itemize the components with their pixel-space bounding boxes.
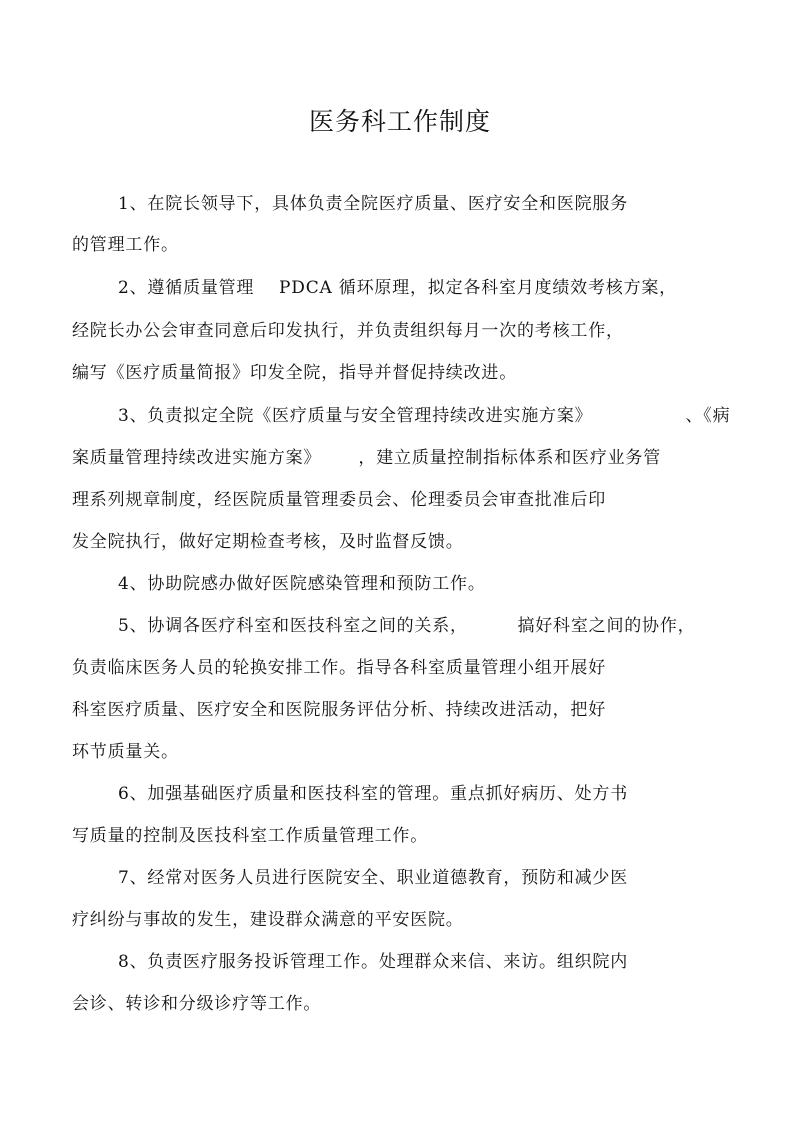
paragraph-3-line-2: 案质量管理持续改进实施方案》 ，建立质量控制指标体系和医疗业务管 [72, 448, 662, 468]
paragraph-2-line-3: 编写《医疗质量简报》印发全院，指导并督促持续改进。 [72, 363, 517, 383]
paragraph-4-line-1: 4、协助院感办做好医院感染管理和预防工作。 [118, 574, 486, 594]
paragraph-7-line-1: 7、经常对医务人员进行医院安全、职业道德教育，预防和减少医 [118, 868, 629, 888]
paragraph-6-line-1: 6、加强基础医疗质量和医技科室的管理。重点抓好病历、处方书 [118, 784, 629, 804]
paragraph-5-line-1: 5、协调各医疗科室和医技科室之间的关系， 搞好科室之间的协作， [118, 616, 696, 636]
paragraph-3-line-4: 发全院执行，做好定期检查考核，及时监督反馈。 [72, 532, 464, 552]
paragraph-5-line-2: 负责临床医务人员的轮换安排工作。指导各科室质量管理小组开展好 [72, 658, 606, 678]
paragraph-6-line-2: 写质量的控制及医技科室工作质量管理工作。 [72, 826, 428, 846]
paragraph-3-line-3: 理系列规章制度，经医院质量管理委员会、伦理委员会审查批准后印 [72, 490, 606, 510]
paragraph-5-line-3: 科室医疗质量、医疗安全和医院服务评估分析、持续改进活动，把好 [72, 700, 606, 720]
paragraph-5-line-4: 环节质量关。 [72, 742, 179, 762]
paragraph-1-line-1: 1、在院长领导下，具体负责全院医疗质量、医疗安全和医院服务 [118, 194, 629, 214]
paragraph-8-line-1: 8、负责医疗服务投诉管理工作。处理群众来信、来访。组织院内 [118, 952, 629, 972]
paragraph-3-line-1: 3、负责拟定全院《医疗质量与安全管理持续改进实施方案》 、《病 [118, 406, 731, 426]
page-title: 医务科工作制度 [308, 107, 491, 136]
paragraph-8-line-2: 会诊、转诊和分级诊疗等工作。 [72, 994, 322, 1014]
paragraph-2-line-2: 经院长办公会审查同意后印发执行，并负责组织每月一次的考核工作， [72, 321, 624, 341]
paragraph-2-line-1: 2、遵循质量管理 PDCA 循环原理，拟定各科室月度绩效考核方案， [118, 278, 677, 298]
paragraph-7-line-2: 疗纠纷与事故的发生，建设群众满意的平安医院。 [72, 910, 464, 930]
paragraph-1-line-2: 的管理工作。 [72, 235, 179, 255]
